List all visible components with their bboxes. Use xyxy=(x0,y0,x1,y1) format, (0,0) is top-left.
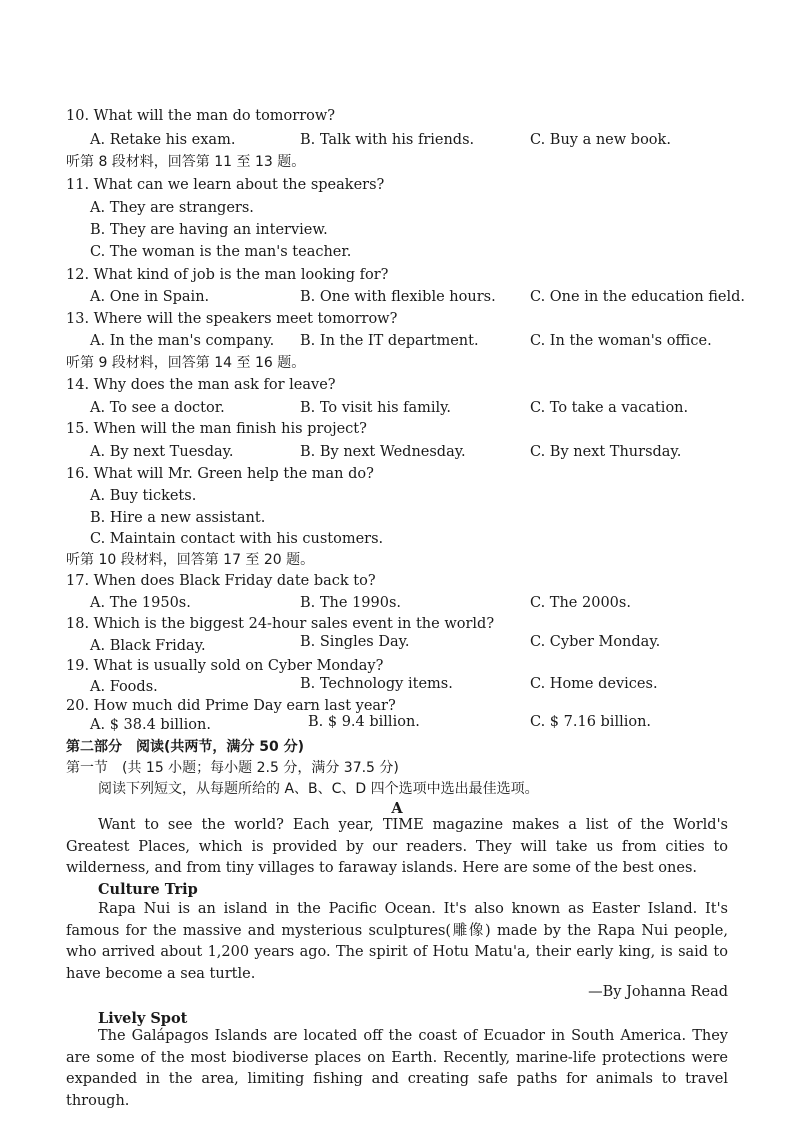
lively-spot-text: The Galápagos Islands are located off the coast of Ecuador in South America. They are some of the most biodiverse places on Earth. Recently, marine-life protections were expanded in the area, limiting fishing and creating safe paths for animals to travel through. xyxy=(66,1028,728,1109)
question-13-stem: 13. Where will the speakers meet tomorrow? xyxy=(66,311,398,327)
question-20-option-b: B. $ 9.4 billion. xyxy=(308,714,420,730)
question-15-stem: 15. When will the man finish his project? xyxy=(66,421,367,437)
question-14-option-a: A. To see a doctor. xyxy=(90,400,225,416)
question-11-option-a: A. They are strangers. xyxy=(90,200,254,216)
question-16-option-b: B. Hire a new assistant. xyxy=(90,510,266,526)
question-12-option-c: C. One in the education field. xyxy=(530,289,746,305)
culture-trip-paragraph xyxy=(66,899,728,985)
lively-spot-paragraph xyxy=(66,1026,728,1112)
question-17-option-a: A. The 1950s. xyxy=(90,595,191,611)
section-one-heading: 第一节 (共 15 小题；每小题 2.5 分，满分 37.5 分) xyxy=(66,760,399,776)
question-20-stem: 20. How much did Prime Day earn last year? xyxy=(66,698,396,714)
question-18-stem: 18. Which is the biggest 24-hour sales event in the world? xyxy=(66,616,495,632)
question-14-option-c: C. To take a vacation. xyxy=(530,400,689,416)
question-17-stem: 17. When does Black Friday date back to? xyxy=(66,573,376,589)
question-13-option-a: A. In the man's company. xyxy=(90,333,275,349)
reading-instruction: 阅读下列短文，从每题所给的 A、B、C、D 四个选项中选出最佳选项。 xyxy=(98,781,539,797)
question-10-option-b: B. Talk with his friends. xyxy=(300,132,475,148)
question-20-option-c: C. $ 7.16 billion. xyxy=(530,714,652,730)
section-10-instruction: 听第 10 段材料，回答第 17 至 20 题。 xyxy=(66,552,315,568)
section-9-instruction: 听第 9 段材料，回答第 14 至 16 题。 xyxy=(66,355,306,371)
question-11-stem: 11. What can we learn about the speakers? xyxy=(66,177,385,193)
part-two-heading: 第二部分 阅读(共两节，满分 50 分) xyxy=(66,739,305,755)
question-19-option-a: A. Foods. xyxy=(90,679,158,695)
question-16-option-a: A. Buy tickets. xyxy=(90,488,197,504)
question-17-option-b: B. The 1990s. xyxy=(300,595,402,611)
lively-spot-heading: Lively Spot xyxy=(98,1010,188,1027)
byline: —By Johanna Read xyxy=(588,984,728,1000)
question-10-option-a: A. Retake his exam. xyxy=(90,132,236,148)
question-20-option-a: A. $ 38.4 billion. xyxy=(90,717,211,733)
passage-intro-text: Want to see the world? Each year, TIME magazine makes a list of the World's Greatest Places, which is provided by our readers. They will take us from cities to wilderness, and from tiny villages to faraway islands. Here are some of the best ones. xyxy=(66,817,728,876)
question-14-option-b: B. To visit his family. xyxy=(300,400,452,416)
question-19-option-c: C. Home devices. xyxy=(530,676,658,692)
question-12-stem: 12. What kind of job is the man looking for? xyxy=(66,267,389,283)
question-10-stem: 10. What will the man do tomorrow? xyxy=(66,108,336,124)
question-12-option-a: A. One in Spain. xyxy=(90,289,210,305)
question-16-stem: 16. What will Mr. Green help the man do? xyxy=(66,466,374,482)
question-15-option-a: A. By next Tuesday. xyxy=(90,444,234,460)
question-13-option-b: B. In the IT department. xyxy=(300,333,479,349)
question-18-option-b: B. Singles Day. xyxy=(300,634,410,650)
section-8-instruction: 听第 8 段材料，回答第 11 至 13 题。 xyxy=(66,154,306,170)
passage-intro xyxy=(66,815,728,880)
culture-trip-text: Rapa Nui is an island in the Pacific Ocean. It's also known as Easter Island. It's famous for the massive and mysterious sculptures(雕像) made by the Rapa Nui people, who arrived about 1,200 years ago. The spirit of Hotu Matu'a, their early king, is said to have become a sea turtle. xyxy=(66,901,728,982)
question-19-stem: 19. What is usually sold on Cyber Monday? xyxy=(66,658,384,674)
question-15-option-c: C. By next Thursday. xyxy=(530,444,682,460)
question-16-option-c: C. Maintain contact with his customers. xyxy=(90,531,384,547)
question-12-option-b: B. One with flexible hours. xyxy=(300,289,496,305)
question-11-option-c: C. The woman is the man's teacher. xyxy=(90,244,352,260)
culture-trip-heading: Culture Trip xyxy=(98,881,198,898)
passage-letter: A xyxy=(391,800,403,817)
question-14-stem: 14. Why does the man ask for leave? xyxy=(66,377,336,393)
question-17-option-c: C. The 2000s. xyxy=(530,595,631,611)
question-10-option-c: C. Buy a new book. xyxy=(530,132,671,148)
question-19-option-b: B. Technology items. xyxy=(300,676,453,692)
question-15-option-b: B. By next Wednesday. xyxy=(300,444,466,460)
question-11-option-b: B. They are having an interview. xyxy=(90,222,328,238)
question-13-option-c: C. In the woman's office. xyxy=(530,333,712,349)
question-18-option-a: A. Black Friday. xyxy=(90,638,206,654)
question-18-option-c: C. Cyber Monday. xyxy=(530,634,661,650)
